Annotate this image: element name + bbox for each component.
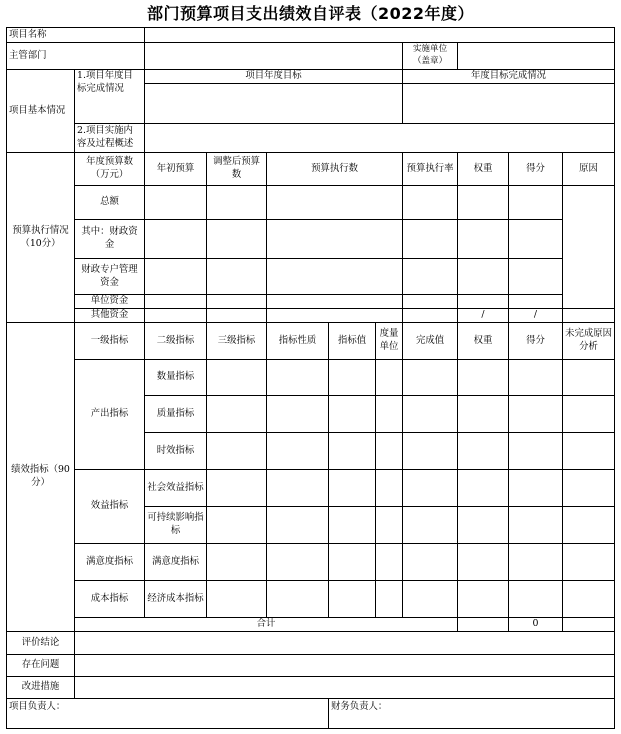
perf-cell[interactable] — [376, 581, 403, 618]
budget-row-fiscal-label: 其中：财政资金 — [75, 220, 145, 259]
perf-cell[interactable] — [267, 360, 329, 396]
budget-cell[interactable] — [267, 259, 403, 295]
perf-cell[interactable] — [329, 396, 376, 433]
perf-cell[interactable] — [403, 507, 458, 544]
issues-field[interactable] — [75, 655, 615, 677]
perf-cell[interactable] — [207, 507, 267, 544]
implementer-field[interactable] — [458, 43, 615, 70]
perf-cell[interactable] — [376, 433, 403, 470]
perf-cell[interactable] — [403, 396, 458, 433]
budget-cell[interactable] — [403, 309, 458, 323]
perf-cell[interactable] — [509, 360, 563, 396]
improvement-label: 改进措施 — [7, 677, 75, 699]
perf-cell[interactable] — [458, 544, 509, 581]
budget-cell[interactable] — [207, 295, 267, 309]
improvement-field[interactable] — [75, 677, 615, 699]
perf-cell[interactable] — [563, 507, 615, 544]
perf-cell[interactable] — [458, 396, 509, 433]
budget-amount-header: 年度预算数（万元） — [75, 153, 145, 186]
perf-value-header: 指标值 — [329, 323, 376, 360]
perf-weight-header: 权重 — [458, 323, 509, 360]
budget-cell[interactable] — [403, 295, 458, 309]
budget-cell[interactable] — [403, 220, 458, 259]
perf-cell[interactable] — [207, 396, 267, 433]
perf-cell[interactable] — [329, 360, 376, 396]
perf-cell[interactable] — [329, 544, 376, 581]
form-title: 部门预算项目支出绩效自评表（2022年度） — [146, 4, 475, 23]
budget-initial-header: 年初预算 — [145, 153, 207, 186]
perf-cell[interactable] — [207, 433, 267, 470]
budget-cell[interactable] — [207, 309, 267, 323]
perf-cell[interactable] — [267, 396, 329, 433]
evaluation-label: 评价结论 — [7, 632, 75, 655]
output-indicator-label: 产出指标 — [75, 360, 145, 470]
total-score: 0 — [509, 618, 563, 632]
satisfaction-indicator-label: 满意度指标 — [75, 544, 145, 581]
budget-cell[interactable] — [458, 220, 509, 259]
perf-cell[interactable] — [403, 470, 458, 507]
total-analysis[interactable] — [563, 618, 615, 632]
perf-cell[interactable] — [563, 581, 615, 618]
perf-cell[interactable] — [509, 433, 563, 470]
budget-cell[interactable] — [403, 259, 458, 295]
perf-cell[interactable] — [403, 544, 458, 581]
budget-cell[interactable] — [207, 220, 267, 259]
perf-cell[interactable] — [329, 507, 376, 544]
perf-cell[interactable] — [458, 507, 509, 544]
perf-cell[interactable] — [329, 470, 376, 507]
budget-cell[interactable] — [509, 186, 563, 220]
budget-cell[interactable] — [207, 186, 267, 220]
perf-cell[interactable] — [267, 507, 329, 544]
output-item-timeliness: 时效指标 — [145, 433, 207, 470]
satisfaction-item: 满意度指标 — [145, 544, 207, 581]
perf-cell[interactable] — [403, 581, 458, 618]
perf-cell[interactable] — [563, 544, 615, 581]
perf-unit-header: 度量单位 — [376, 323, 403, 360]
perf-cell[interactable] — [458, 433, 509, 470]
cost-indicator-label: 成本指标 — [75, 581, 145, 618]
perf-level3-header: 三级指标 — [207, 323, 267, 360]
perf-cell[interactable] — [509, 507, 563, 544]
perf-cell[interactable] — [458, 470, 509, 507]
budget-cell[interactable] — [145, 186, 207, 220]
basic-section-label: 项目基本情况 — [7, 70, 75, 153]
evaluation-table — [6, 27, 615, 729]
goal-completion-label: 1.项目年度目标完成情况 — [75, 70, 145, 124]
budget-cell[interactable] — [145, 220, 207, 259]
benefit-indicator-label: 效益指标 — [75, 470, 145, 544]
evaluation-field[interactable] — [75, 632, 615, 655]
finance-lead-label: 财务负责人： — [329, 699, 615, 729]
output-item-quality: 质量指标 — [145, 396, 207, 433]
budget-rate-header: 预算执行率 — [403, 153, 458, 186]
budget-cell[interactable] — [207, 259, 267, 295]
perf-cell[interactable] — [376, 360, 403, 396]
perf-cell[interactable] — [267, 581, 329, 618]
budget-cell[interactable] — [267, 186, 403, 220]
annual-goal-header: 项目年度目标 — [145, 70, 403, 84]
budget-cell[interactable] — [267, 309, 403, 323]
implementer-label: 实施单位（盖章） — [403, 43, 458, 70]
perf-level2-header: 二级指标 — [145, 323, 207, 360]
budget-row-special-label: 财政专户管理资金 — [75, 259, 145, 295]
perf-analysis-header: 未完成原因分析 — [563, 323, 615, 360]
perf-cell[interactable] — [458, 581, 509, 618]
budget-cell[interactable] — [145, 295, 207, 309]
budget-cell[interactable] — [563, 309, 615, 323]
budget-row-total-label: 总额 — [75, 186, 145, 220]
perf-cell[interactable] — [267, 544, 329, 581]
budget-cell[interactable] — [509, 220, 563, 259]
cost-item: 经济成本指标 — [145, 581, 207, 618]
budget-cell[interactable] — [458, 295, 509, 309]
budget-cell[interactable] — [145, 259, 207, 295]
budget-weight-header: 权重 — [458, 153, 509, 186]
perf-cell[interactable] — [509, 470, 563, 507]
budget-cell[interactable] — [145, 309, 207, 323]
perf-cell[interactable] — [509, 581, 563, 618]
budget-reason-header: 原因 — [563, 153, 615, 186]
annual-goal-field[interactable] — [145, 84, 403, 124]
budget-cell[interactable] — [458, 186, 509, 220]
budget-cell[interactable] — [267, 220, 403, 259]
goal-status-field[interactable] — [403, 84, 615, 124]
content-field[interactable] — [145, 124, 615, 153]
perf-cell[interactable] — [563, 470, 615, 507]
total-label: 合计 — [75, 618, 458, 632]
perf-cell[interactable] — [458, 360, 509, 396]
perf-cell[interactable] — [563, 360, 615, 396]
goal-status-header: 年度目标完成情况 — [403, 70, 615, 84]
perf-cell[interactable] — [207, 470, 267, 507]
perf-cell[interactable] — [509, 544, 563, 581]
budget-cell[interactable] — [458, 259, 509, 295]
budget-score-header: 得分 — [509, 153, 563, 186]
budget-cell[interactable] — [267, 295, 403, 309]
budget-cell[interactable] — [509, 259, 563, 295]
budget-other-score: / — [509, 309, 563, 323]
project-name-label: 项目名称 — [7, 28, 145, 43]
perf-cell[interactable] — [329, 581, 376, 618]
perf-score-header: 得分 — [509, 323, 563, 360]
budget-cell[interactable] — [509, 295, 563, 309]
perf-cell[interactable] — [376, 544, 403, 581]
perf-cell[interactable] — [563, 396, 615, 433]
perf-cell[interactable] — [207, 360, 267, 396]
budget-reason-field[interactable] — [563, 186, 615, 309]
budget-row-unit-label: 单位资金 — [75, 295, 145, 309]
perf-cell[interactable] — [207, 581, 267, 618]
perf-nature-header: 指标性质 — [267, 323, 329, 360]
perf-cell[interactable] — [329, 433, 376, 470]
perf-completed-header: 完成值 — [403, 323, 458, 360]
benefit-item-sustainable: 可持续影响指标 — [145, 507, 207, 544]
budget-row-other-label: 其他资金 — [75, 309, 145, 323]
perf-cell[interactable] — [267, 433, 329, 470]
issues-label: 存在问题 — [7, 655, 75, 677]
perf-cell[interactable] — [267, 470, 329, 507]
perf-cell[interactable] — [376, 507, 403, 544]
total-weight[interactable] — [458, 618, 509, 632]
perf-cell[interactable] — [509, 396, 563, 433]
perf-cell[interactable] — [376, 396, 403, 433]
perf-cell[interactable] — [563, 433, 615, 470]
perf-cell[interactable] — [376, 470, 403, 507]
budget-cell[interactable] — [403, 186, 458, 220]
performance-section-label: 绩效指标（90分） — [7, 323, 75, 632]
benefit-item-social: 社会效益指标 — [145, 470, 207, 507]
perf-cell[interactable] — [207, 544, 267, 581]
budget-other-weight: / — [458, 309, 509, 323]
content-label: 2.项目实施内容及过程概述 — [75, 124, 145, 153]
budget-executed-header: 预算执行数 — [267, 153, 403, 186]
perf-cell[interactable] — [403, 433, 458, 470]
budget-adjusted-header: 调整后预算数 — [207, 153, 267, 186]
project-name-field[interactable] — [145, 28, 615, 43]
budget-section-label: 预算执行情况（10分） — [7, 153, 75, 323]
output-item-quantity: 数量指标 — [145, 360, 207, 396]
project-lead-label: 项目负责人： — [7, 699, 329, 729]
perf-level1-header: 一级指标 — [75, 323, 145, 360]
perf-cell[interactable] — [403, 360, 458, 396]
department-field[interactable] — [145, 43, 403, 70]
department-label: 主管部门 — [7, 43, 145, 70]
